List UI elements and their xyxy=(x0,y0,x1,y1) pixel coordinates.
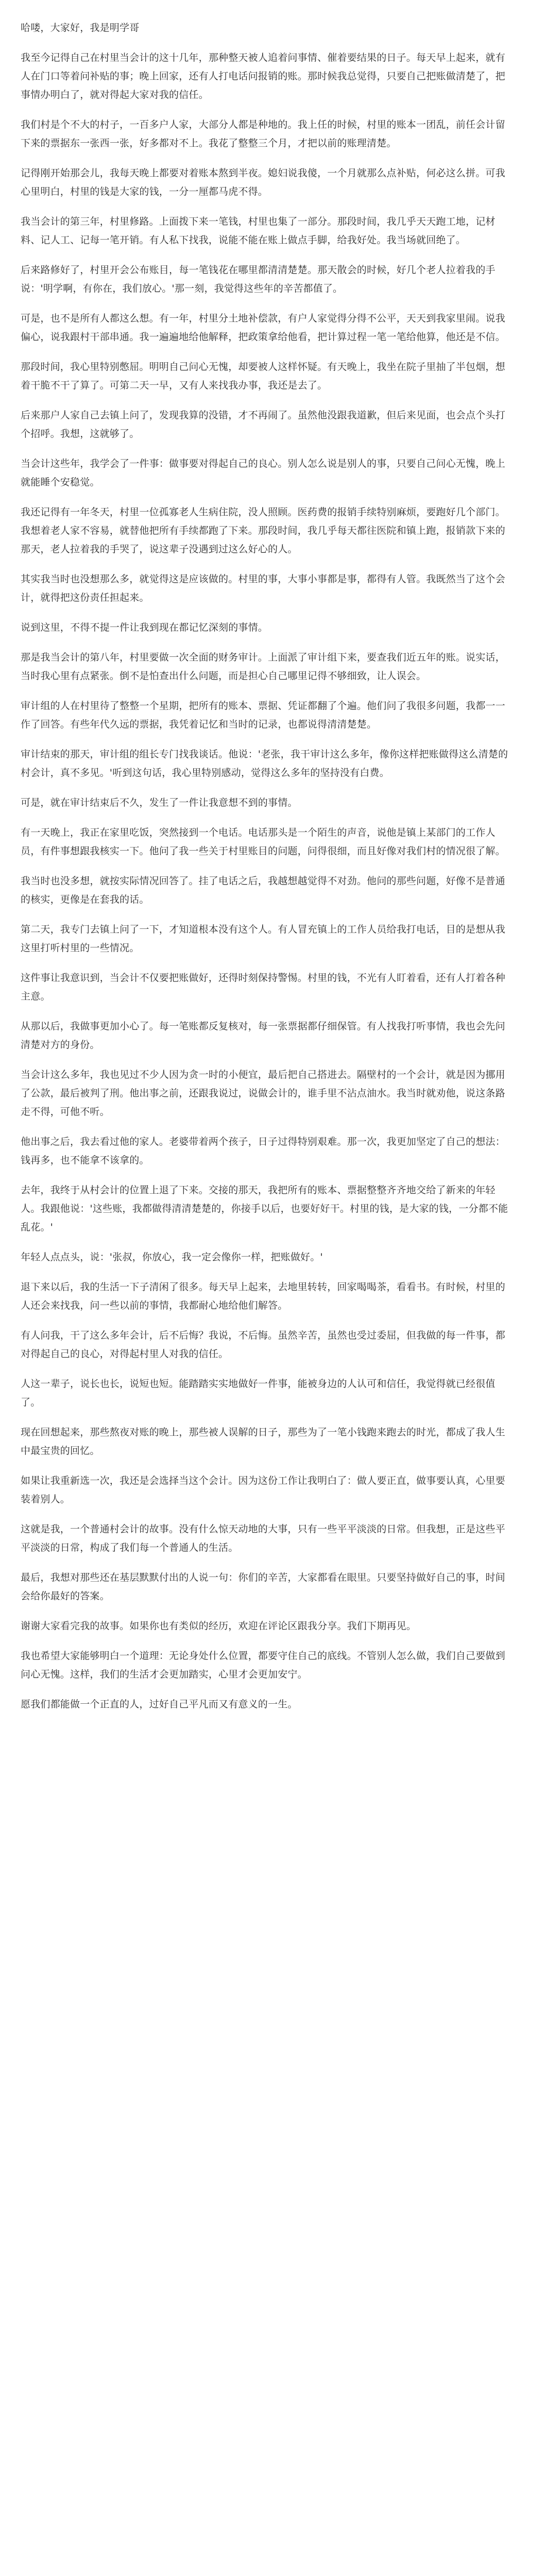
article-paragraph: 记得刚开始那会儿，我每天晚上都要对着账本熬到半夜。媳妇说我傻，一个月就那么点补贴，何必这么拼。可我心里明白，村里的钱是大家的钱，一分一厘都马虎不得。 xyxy=(21,167,505,197)
article-paragraph: 如果让我重新选一次，我还是会选择当这个会计。因为这份工作让我明白了：做人要正直，做事要认真，心里要装着别人。 xyxy=(21,1475,505,1505)
article-paragraph: 当会计这么多年，我也见过不少人因为贪一时的小便宜，最后把自己搭进去。隔壁村的一个会计，就是因为挪用了公款，最后被判了刑。他出事之前，还跟我说过，说做会计的，谁手里不沾点油水。我当时就劝他，说这条路走不得，可他不听。 xyxy=(21,1069,505,1117)
article-paragraph: 审计组的人在村里待了整整一个星期，把所有的账本、票据、凭证都翻了个遍。他们问了我很多问题，我都一一作了回答。有些年代久远的票据，我凭着记忆和当时的记录，也都说得清清楚楚。 xyxy=(21,700,505,730)
article-paragraph: 可是，也不是所有人都这么想。有一年，村里分土地补偿款，有户人家觉得分得不公平，天天到我家里闹。说我偏心，说我跟村干部串通。我一遍遍地给他解释，把政策拿给他看，把计算过程一笔一笔给他算，他还是不信。 xyxy=(21,313,505,343)
article-paragraph: 这件事让我意识到，当会计不仅要把账做好，还得时刻保持警惕。村里的钱，不光有人盯着看，还有人打着各种主意。 xyxy=(21,972,505,1002)
article-body xyxy=(21,19,514,1714)
article-paragraph: 可是，就在审计结束后不久，发生了一件让我意想不到的事情。 xyxy=(21,797,298,808)
article-paragraph: 我至今记得自己在村里当会计的这十几年，那种整天被人追着问事情、催着要结果的日子。每天早上起来，就有人在门口等着问补贴的事；晚上回家，还有人打电话问报销的账。那时候我总觉得，只要自己把账做清楚了，把事情办明白了，就对得起大家对我的信任。 xyxy=(21,52,505,100)
article-paragraph: 我当会计的第三年，村里修路。上面拨下来一笔钱，村里也集了一部分。那段时间，我几乎天天跑工地，记材料、记人工、记每一笔开销。有人私下找我，说能不能在账上做点手脚，给我好处。我当场就回绝了。 xyxy=(21,216,496,246)
article-paragraph: 其实我当时也没想那么多，就觉得这是应该做的。村里的事，大事小事都是事，都得有人管。我既然当了这个会计，就得把这份责任担起来。 xyxy=(21,573,505,603)
article-paragraph: 有人问我，干了这么多年会计，后不后悔？我说，不后悔。虽然辛苦，虽然也受过委屈，但我做的每一件事，都对得起自己的良心，对得起村里人对我的信任。 xyxy=(21,1330,505,1360)
article-paragraph: 第二天，我专门去镇上问了一下，才知道根本没有这个人。有人冒充镇上的工作人员给我打电话，目的是想从我这里打听村里的一些情况。 xyxy=(21,924,505,954)
article-paragraph: 谢谢大家看完我的故事。如果你也有类似的经历，欢迎在评论区跟我分享。我们下期再见。 xyxy=(21,1620,417,1632)
article-paragraph: 年轻人点点头，说：'张叔，你放心，我一定会像你一样，把账做好。' xyxy=(21,1251,323,1263)
article-paragraph: 从那以后，我做事更加小心了。每一笔账都反复核对，每一张票据都仔细保管。有人找我打听事情，我也会先问清楚对方的身份。 xyxy=(21,1021,505,1050)
article-paragraph: 这就是我，一个普通村会计的故事。没有什么惊天动地的大事，只有一些平平淡淡的日常。但我想，正是这些平平淡淡的日常，构成了我们每一个普通人的生活。 xyxy=(21,1523,505,1553)
article-paragraph: 那段时间，我心里特别憋屈。明明自己问心无愧，却要被人这样怀疑。有天晚上，我坐在院子里抽了半包烟，想着干脆不干了算了。可第二天一早，又有人来找我办事，我还是去了。 xyxy=(21,361,505,391)
article-paragraph: 有一天晚上，我正在家里吃饭，突然接到一个电话。电话那头是一个陌生的声音，说他是镇上某部门的工作人员，有件事想跟我核实一下。他问了我一些关于村里账目的问题，问得很细，而且好像对我们村的情况很了解。 xyxy=(21,827,505,857)
article-paragraph: 我也希望大家能够明白一个道理：无论身处什么位置，都要守住自己的底线。不管别人怎么做，我们自己要做到问心无愧。这样，我们的生活才会更加踏实，心里才会更加安宁。 xyxy=(21,1650,505,1680)
article-paragraph: 他出事之后，我去看过他的家人。老婆带着两个孩子，日子过得特别艰难。那一次，我更加坚定了自己的想法：钱再多，也不能拿不该拿的。 xyxy=(21,1136,505,1166)
article-paragraph: 我们村是个不大的村子，一百多户人家，大部分人都是种地的。我上任的时候，村里的账本一团乱，前任会计留下来的票据东一张西一张，好多都对不上。我花了整整三个月，才把以前的账理清楚。 xyxy=(21,119,505,149)
article-paragraph: 我还记得有一年冬天，村里一位孤寡老人生病住院，没人照顾。医药费的报销手续特别麻烦，要跑好几个部门。我想着老人家不容易，就替他把所有手续都跑了下来。那段时间，我几乎每天都往医院和镇上跑，报销款下来的那天，老人拉着我的手哭了，说这辈子没遇到过这么好心的人。 xyxy=(21,506,505,555)
article-paragraph: 去年，我终于从村会计的位置上退了下来。交接的那天，我把所有的账本、票据整整齐齐地交给了新来的年轻人。我跟他说：'这些账，我都做得清清楚楚的，你接手以后，也要好好干。村里的钱，是大家的钱，一分都不能乱花。' xyxy=(21,1184,508,1233)
article-paragraph: 那是我当会计的第八年，村里要做一次全面的财务审计。上面派了审计组下来，要查我们近五年的账。说实话，当时我心里有点紧张。倒不是怕查出什么问题，而是担心自己哪里记得不够细致，让人误会。 xyxy=(21,652,505,682)
article-paragraph: 后来那户人家自己去镇上问了，发现我算的没错，才不再闹了。虽然他没跟我道歉，但后来见面，也会点个头打个招呼。我想，这就够了。 xyxy=(21,410,505,439)
article-paragraph: 当会计这些年，我学会了一件事：做事要对得起自己的良心。别人怎么说是别人的事，只要自己问心无愧，晚上就能睡个安稳觉。 xyxy=(21,458,505,488)
article-paragraph: 现在回想起来，那些熬夜对账的晚上，那些被人误解的日子，那些为了一笔小钱跑来跑去的时光，都成了我人生中最宝贵的回忆。 xyxy=(21,1427,505,1456)
article-paragraph: 愿我们都能做一个正直的人，过好自己平凡而又有意义的一生。 xyxy=(21,1699,298,1710)
article-paragraph: 人这一辈子，说长也长，说短也短。能踏踏实实地做好一件事，能被身边的人认可和信任，我觉得就已经很值了。 xyxy=(21,1378,496,1408)
article-paragraph: 退下来以后，我的生活一下子清闲了很多。每天早上起来，去地里转转，回家喝喝茶，看看书。有时候，村里的人还会来找我，问一些以前的事情，我都耐心地给他们解答。 xyxy=(21,1281,505,1311)
article-paragraph: 说到这里，不得不提一件让我到现在都记忆深刻的事情。 xyxy=(21,622,268,633)
greeting-paragraph: 哈喽，大家好，我是明学哥 xyxy=(21,22,140,33)
article-paragraph: 后来路修好了，村里开会公布账目，每一笔钱花在哪里都清清楚楚。那天散会的时候，好几个老人拉着我的手说：'明学啊，有你在，我们放心。'那一刻，我觉得这些年的辛苦都值了。 xyxy=(21,264,496,294)
article-paragraph: 最后，我想对那些还在基层默默付出的人说一句：你们的辛苦，大家都看在眼里。只要坚持做好自己的事，时间会给你最好的答案。 xyxy=(21,1572,505,1602)
article-paragraph: 我当时也没多想，就按实际情况回答了。挂了电话之后，我越想越觉得不对劲。他问的那些问题，好像不是普通的核实，更像是在套我的话。 xyxy=(21,875,505,905)
article-paragraph: 审计结束的那天，审计组的组长专门找我谈话。他说：'老张，我干审计这么多年，像你这样把账做得这么清楚的村会计，真不多见。'听到这句话，我心里特别感动，觉得这么多年的坚持没有白费。 xyxy=(21,749,508,778)
